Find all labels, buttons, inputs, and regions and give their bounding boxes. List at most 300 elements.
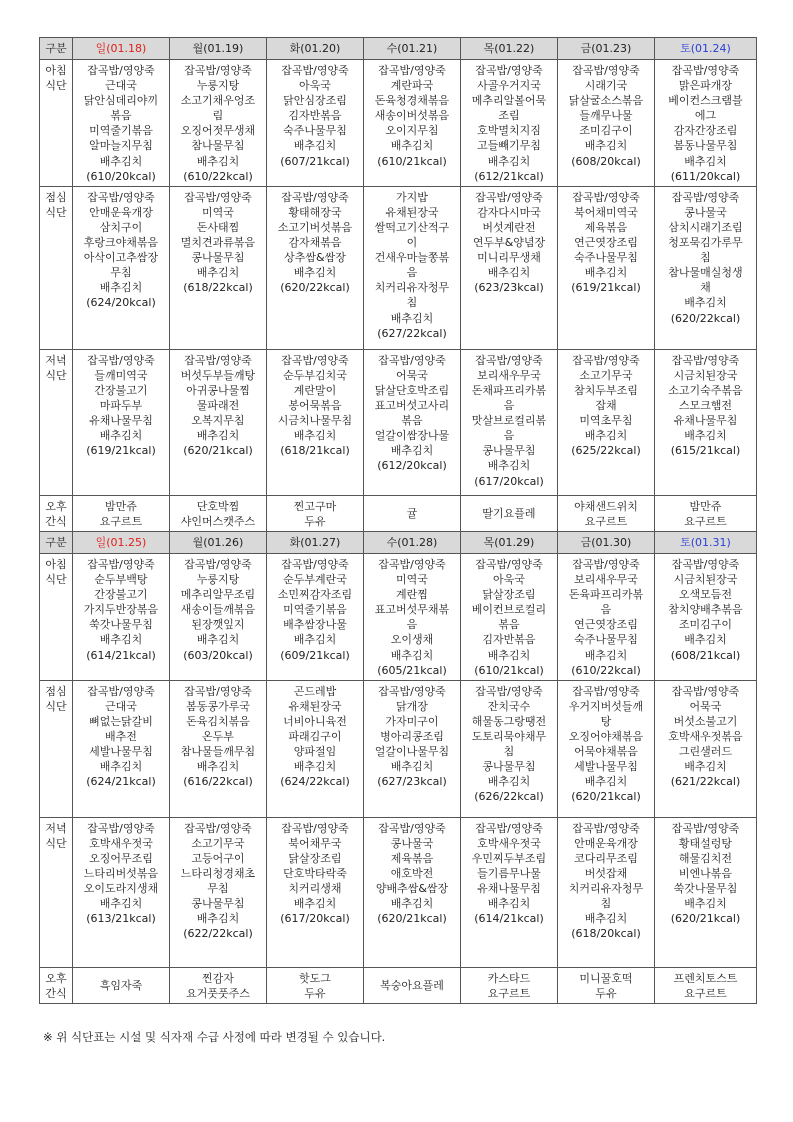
menu-item: (627/23kcal) — [377, 775, 447, 789]
menu-item: 들기름무나물 — [477, 866, 541, 880]
lunch-cell — [73, 680, 170, 817]
menu-item: 메추리알볼어묵 — [471, 94, 547, 108]
menu-item: 배추김치 — [487, 897, 531, 911]
menu-item: 배추김치 — [293, 429, 337, 443]
menu-item: (612/21kcal) — [474, 169, 544, 183]
menu-item: 숙주나물무침 — [283, 124, 347, 138]
menu-item: 보리새우무국 — [574, 573, 638, 587]
menu-item: 잡곡밥/영양죽 — [281, 353, 349, 367]
menu-item: (614/21kcal) — [86, 648, 156, 662]
dinner-label — [40, 349, 73, 495]
menu-item: 배추김치 — [196, 154, 240, 168]
menu-item: 어묵야채볶음 — [574, 745, 638, 759]
menu-item: 단호박찜 — [196, 499, 240, 513]
menu-item: 요구르트 — [584, 514, 628, 528]
menu-item: 딸기요플레 — [482, 507, 536, 521]
menu-item: 닭살굴소스볶음 — [568, 94, 644, 108]
menu-item: 돈육파프리카볶 — [568, 588, 644, 602]
breakfast-label — [40, 60, 73, 187]
lunch-cell — [170, 680, 267, 817]
menu-item: 잡곡밥/영양죽 — [475, 821, 543, 835]
menu-item: 콩나물무침 — [191, 897, 245, 911]
menu-item: (621/22kcal) — [670, 775, 741, 789]
menu-item: 볶음 — [401, 414, 423, 428]
menu-item: 우거지버섯들깨 — [568, 699, 644, 713]
menu-item: (610/21kcal) — [474, 663, 544, 677]
menu-item: 잡곡밥/영양죽 — [184, 64, 252, 77]
menu-item: 감자간장조림 — [673, 124, 738, 138]
menu-item: 배추김치 — [390, 139, 434, 153]
menu-item: 시래기국 — [584, 79, 628, 93]
menu-item: 봄동나물무침 — [673, 139, 738, 153]
day-header: 목(01.29) — [461, 531, 558, 553]
day-header: 일(01.18) — [73, 38, 170, 60]
menu-item: (615/21kcal) — [670, 444, 741, 458]
label-line: 식단 — [45, 79, 67, 93]
menu-item: 안매운육개장 — [89, 205, 153, 219]
lunch-cell — [267, 186, 364, 349]
label-line: 식단 — [45, 836, 67, 850]
menu-item: 고들빼기무침 — [477, 139, 541, 153]
menu-item: 우민찌두부조림 — [471, 851, 547, 865]
menu-item: (624/22kcal) — [280, 775, 350, 789]
lunch-label — [40, 186, 73, 349]
menu-item: 배추김치 — [487, 775, 531, 789]
header-label: 구분 — [40, 531, 73, 553]
menu-item: 오징어야채볶음 — [568, 729, 644, 743]
menu-item: 찐고구마 — [293, 499, 337, 513]
breakfast-cell — [267, 553, 364, 680]
menu-item: 침 — [700, 251, 711, 265]
day-header: 일(01.25) — [73, 531, 170, 553]
menu-item: 계란말이 — [293, 383, 337, 397]
lunch-cell — [558, 186, 655, 349]
dinner-cell — [461, 349, 558, 495]
menu-item: 새송이들깨볶음 — [180, 603, 256, 617]
menu-item: 표고버섯고사리 — [374, 399, 450, 413]
menu-item: 흑임자죽 — [99, 979, 143, 993]
menu-item: 그린샐러드 — [678, 745, 733, 759]
menu-item: 배추김치 — [293, 266, 337, 280]
breakfast-cell — [655, 553, 757, 680]
menu-item: 느타리청경채초 — [180, 866, 256, 880]
breakfast-cell — [170, 60, 267, 187]
menu-item: 유채된장국 — [288, 699, 342, 713]
menu-item: 해물동그랑땡전 — [471, 714, 547, 728]
menu-item: 시금치나물무침 — [277, 414, 353, 428]
snack-cell — [364, 495, 461, 531]
menu-item: 연두부&양념장 — [472, 236, 546, 250]
breakfast-cell — [364, 60, 461, 187]
menu-item: 유채나물무침 — [477, 882, 541, 896]
menu-item: 배추김치 — [99, 154, 143, 168]
lunch-cell — [364, 680, 461, 817]
menu-item: 잡곡밥/영양죽 — [572, 190, 640, 204]
label-line: 오후 — [45, 971, 67, 985]
menu-item: 배추김치 — [584, 429, 628, 443]
menu-item: 참나물매실청생 — [668, 266, 743, 280]
menu-item: 닭안심장조림 — [283, 94, 347, 108]
menu-item: 가지밥 — [396, 190, 428, 204]
menu-item: 오이생채 — [390, 633, 434, 647]
menu-item: (608/20kcal) — [571, 154, 641, 168]
menu-item: 버섯계란전 — [482, 220, 536, 234]
menu-item: 잡곡밥/영양죽 — [572, 353, 640, 367]
menu-item: 순두부계란국 — [283, 573, 347, 587]
menu-item: 배추김치 — [390, 760, 434, 774]
menu-item: 연근엿장조림 — [574, 618, 638, 632]
day-header: 토(01.31) — [655, 531, 757, 553]
menu-item: 코다리무조림 — [574, 851, 638, 865]
menu-item: 고등어구이 — [191, 851, 245, 865]
menu-item: 잡곡밥/영양죽 — [475, 557, 543, 571]
menu-item: 잡곡밥/영양죽 — [671, 353, 740, 367]
label-line: 간식 — [45, 514, 67, 528]
menu-item: 감자다시마국 — [477, 205, 541, 219]
menu-item: 어묵국 — [396, 368, 428, 382]
menu-item: 온두부 — [202, 729, 234, 743]
menu-item: 호박새우젓볶음 — [668, 729, 743, 743]
snack-cell — [73, 967, 170, 1003]
menu-item: 미역국 — [202, 205, 234, 219]
snack-cell — [170, 495, 267, 531]
menu-item: 소고기버섯볶음 — [277, 220, 353, 234]
menu-item: (610/20kcal) — [86, 169, 156, 183]
menu-item: 배추김치 — [684, 154, 727, 168]
menu-item: 배추김치 — [390, 444, 434, 458]
menu-item: 들깨미역국 — [94, 368, 148, 382]
menu-item: 조미김구이 — [678, 618, 733, 632]
menu-item: 삼치시래기조림 — [668, 220, 743, 234]
dinner-row — [40, 349, 757, 495]
menu-item: 세발나물무침 — [574, 760, 638, 774]
menu-item: 밤만쥬 — [105, 499, 137, 513]
menu-item: 배추김치 — [684, 760, 727, 774]
menu-item: (626/22kcal) — [474, 790, 544, 804]
menu-item: 유채나물무침 — [89, 414, 153, 428]
menu-item: 소고기무국 — [579, 368, 633, 382]
breakfast-cell — [558, 60, 655, 187]
menu-item: 애호박전 — [390, 866, 434, 880]
menu-item: 콩나물국 — [684, 205, 727, 219]
menu-item: 콩나물무침 — [482, 760, 536, 774]
dinner-cell — [170, 817, 267, 967]
snack-label — [40, 967, 73, 1003]
snack-cell — [267, 967, 364, 1003]
snack-cell — [461, 967, 558, 1003]
dinner-cell — [558, 349, 655, 495]
menu-item: 미역줄기볶음 — [89, 124, 153, 138]
menu-item: (610/22kcal) — [571, 663, 641, 677]
menu-item: 이 — [406, 236, 418, 250]
menu-item: 콩나물국 — [390, 836, 434, 850]
menu-item: 베이컨스크램블 — [668, 94, 743, 108]
dinner-cell — [364, 349, 461, 495]
menu-item: 비엔나볶음 — [678, 866, 733, 880]
menu-item: 배추김치 — [196, 266, 240, 280]
menu-item: 쑥갓나물무침 — [89, 618, 153, 632]
label-line: 식단 — [45, 205, 67, 219]
menu-item: 요거풋풋주스 — [186, 986, 250, 1000]
menu-item: 잡곡밥/영양죽 — [378, 684, 446, 698]
menu-item: 후랑크야채볶음 — [83, 236, 159, 250]
day-header: 수(01.21) — [364, 38, 461, 60]
menu-item: 배추김치 — [584, 775, 628, 789]
menu-item: 청포묵김가루무 — [668, 236, 743, 250]
menu-item: 잡곡밥/영양죽 — [671, 64, 740, 77]
menu-item: 느타리버섯볶음 — [83, 866, 159, 880]
menu-item: 요구르트 — [487, 986, 531, 1000]
menu-item: (618/20kcal) — [571, 927, 641, 941]
label-line: 아침 — [45, 557, 67, 571]
menu-item: 복숭아요플레 — [380, 979, 444, 993]
menu-item: 버섯두부들깨탕 — [180, 368, 256, 382]
menu-item: 잡곡밥/영양죽 — [475, 190, 543, 204]
menu-item: 잡곡밥/영양죽 — [87, 64, 155, 77]
day-header: 토(01.24) — [655, 38, 757, 60]
menu-item: (622/22kcal) — [183, 927, 253, 941]
menu-item: 배추김치 — [390, 311, 434, 325]
menu-item: 배추김치 — [196, 633, 240, 647]
menu-item: 닭개장 — [396, 699, 428, 713]
menu-item: 잡곡밥/영양죽 — [87, 353, 155, 367]
breakfast-cell — [170, 553, 267, 680]
menu-item: (627/22kcal) — [377, 326, 447, 340]
menu-item: 알마늘지무침 — [89, 139, 153, 153]
dinner-cell — [364, 817, 461, 967]
menu-item: (617/20kcal) — [474, 474, 544, 488]
menu-item: 쌀떡고기산적구 — [374, 220, 450, 234]
menu-item: 요구르트 — [99, 514, 143, 528]
menu-item: 미역초무침 — [579, 414, 633, 428]
menu-item: 잡곡밥/영양죽 — [184, 684, 252, 698]
menu-item: 잡곡밥/영양죽 — [378, 353, 446, 367]
menu-item: 누룽지탕 — [196, 79, 240, 93]
menu-item: 곤드레밥 — [293, 684, 337, 698]
menu-item: 양파절임 — [293, 745, 337, 759]
menu-item: 잡곡밥/영양죽 — [87, 821, 155, 835]
menu-item: 상추쌈&쌈장 — [284, 251, 346, 265]
lunch-cell — [461, 680, 558, 817]
menu-item: 잡곡밥/영양죽 — [184, 353, 252, 367]
day-header: 화(01.27) — [267, 531, 364, 553]
menu-item: 잡곡밥/영양죽 — [281, 557, 349, 571]
menu-item: 잡곡밥/영양죽 — [475, 353, 543, 367]
menu-item: 배추김치 — [684, 897, 727, 911]
footnote: ※ 위 식단표는 시설 및 식자재 수급 사정에 따라 변경될 수 있습니다. — [43, 1030, 386, 1044]
menu-item: 배추김치 — [99, 281, 143, 295]
day-header: 목(01.22) — [461, 38, 558, 60]
menu-item: 봄동콩가루국 — [186, 699, 250, 713]
label-line: 저녁 — [45, 353, 67, 367]
menu-item: 배추김치 — [99, 633, 143, 647]
menu-item: (620/21kcal) — [571, 790, 641, 804]
menu-item: 배추김치 — [196, 912, 240, 926]
menu-item: (623/23kcal) — [474, 281, 544, 295]
menu-item: 감자채볶음 — [288, 236, 342, 250]
menu-item: 황태설렁탕 — [678, 836, 733, 850]
menu-item: 배추쌈장나물 — [283, 618, 347, 632]
menu-item: 배추김치 — [584, 648, 628, 662]
menu-item: 잡곡밥/영양죽 — [281, 64, 349, 77]
label-line: 오후 — [45, 499, 67, 513]
menu-item: 음 — [503, 429, 515, 443]
dinner-cell — [73, 817, 170, 967]
menu-item: 미역국 — [396, 573, 428, 587]
menu-item: 잡곡밥/영양죽 — [87, 557, 155, 571]
menu-item: 얼갈이나물무침 — [374, 745, 450, 759]
menu-item: 닭살장조림 — [288, 851, 342, 865]
day-header: 금(01.23) — [558, 38, 655, 60]
menu-item: 배추김치 — [584, 266, 628, 280]
menu-item: 간장불고기 — [94, 383, 148, 397]
lunch-cell — [73, 186, 170, 349]
menu-item: 침 — [503, 745, 515, 759]
menu-item: 두유 — [304, 986, 326, 1000]
menu-item: (608/21kcal) — [670, 648, 741, 662]
snack-cell — [655, 495, 757, 531]
label-line: 점심 — [45, 190, 67, 204]
menu-item: 양배추쌈&쌈장 — [375, 882, 449, 896]
menu-item: (620/21kcal) — [670, 912, 741, 926]
lunch-row — [40, 680, 757, 817]
menu-item: 배추김치 — [99, 897, 143, 911]
menu-item: 버섯잡채 — [584, 866, 628, 880]
menu-item: 닭안심데리야끼 — [83, 94, 159, 108]
lunch-cell — [364, 186, 461, 349]
menu-item: 배추김치 — [293, 633, 337, 647]
dinner-row — [40, 817, 757, 967]
menu-item: 콩나물무침 — [482, 444, 536, 458]
breakfast-cell — [267, 60, 364, 187]
menu-item: 아욱국 — [493, 573, 525, 587]
dinner-cell — [655, 349, 757, 495]
menu-item: 샤인머스캣주스 — [180, 514, 256, 528]
menu-item: 림 — [212, 109, 224, 123]
menu-item: 사골우거지국 — [477, 79, 541, 93]
menu-item: 소고기채우엉조 — [180, 94, 256, 108]
menu-item: 참치두부조림 — [574, 383, 638, 397]
menu-item: (619/21kcal) — [86, 444, 156, 458]
menu-item: 병아리콩조림 — [380, 729, 444, 743]
menu-item: 근대국 — [105, 699, 137, 713]
dinner-cell — [655, 817, 757, 967]
menu-item: 잡곡밥/영양죽 — [671, 684, 740, 698]
menu-item: 단호박타락죽 — [283, 866, 347, 880]
breakfast-cell — [73, 553, 170, 680]
menu-item: 배추김치 — [487, 266, 531, 280]
lunch-row — [40, 186, 757, 349]
menu-item: 요구르트 — [684, 514, 727, 528]
menu-item: 조림 — [498, 109, 520, 123]
menu-item: 누룽지탕 — [196, 573, 240, 587]
day-header: 금(01.30) — [558, 531, 655, 553]
menu-item: 삼치구이 — [99, 220, 143, 234]
menu-item: 참치양배추볶음 — [668, 603, 743, 617]
menu-item: 김자반볶음 — [288, 109, 342, 123]
meal-plan-body — [40, 38, 757, 1004]
menu-item: 음 — [600, 603, 612, 617]
menu-item: 아욱국 — [299, 79, 331, 93]
breakfast-row — [40, 60, 757, 187]
menu-item: 북어채미역국 — [574, 205, 638, 219]
menu-item: 김자반볶음 — [482, 633, 536, 647]
menu-item: 간장불고기 — [94, 588, 148, 602]
menu-item: 배추김치 — [684, 633, 727, 647]
menu-item: (610/22kcal) — [183, 169, 253, 183]
menu-item: 잡곡밥/영양죽 — [572, 684, 640, 698]
menu-item: 어묵국 — [689, 699, 722, 713]
menu-item: (617/20kcal) — [280, 912, 350, 926]
menu-item: 배추김치 — [293, 139, 337, 153]
menu-item: 두유 — [595, 986, 617, 1000]
lunch-label — [40, 680, 73, 817]
menu-item: 잡곡밥/영양죽 — [87, 190, 155, 204]
menu-item: 근대국 — [105, 79, 137, 93]
menu-item: 오복지무침 — [191, 414, 245, 428]
menu-item: 조미김구이 — [579, 124, 633, 138]
menu-item: (607/21kcal) — [280, 154, 350, 168]
dinner-label — [40, 817, 73, 967]
menu-item: (620/21kcal) — [183, 444, 253, 458]
snack-cell — [558, 967, 655, 1003]
menu-item: 유채된장국 — [385, 205, 439, 219]
menu-item: 오이도라지생채 — [83, 882, 159, 896]
lunch-cell — [655, 186, 757, 349]
menu-item: 두유 — [304, 514, 326, 528]
menu-item: 잡곡밥/영양죽 — [281, 190, 349, 204]
menu-item: 잡곡밥/영양죽 — [184, 190, 252, 204]
menu-item: 참나물들깨무침 — [180, 745, 256, 759]
menu-item: (619/21kcal) — [571, 281, 641, 295]
menu-item: 돈사태찜 — [196, 220, 240, 234]
menu-item: (620/22kcal) — [670, 311, 741, 325]
menu-item: 잡곡밥/영양죽 — [475, 684, 543, 698]
menu-item: (618/22kcal) — [183, 281, 253, 295]
menu-item: 배추김치 — [584, 912, 628, 926]
menu-item: 배추김치 — [487, 459, 531, 473]
menu-item: 잡곡밥/영양죽 — [184, 821, 252, 835]
breakfast-cell — [558, 553, 655, 680]
menu-item: 에그 — [694, 109, 717, 123]
breakfast-cell — [364, 553, 461, 680]
lunch-cell — [655, 680, 757, 817]
menu-item: 야채샌드위치 — [574, 499, 638, 513]
menu-item: 잡채 — [595, 399, 617, 413]
breakfast-row — [40, 553, 757, 680]
menu-item: 너비아니육전 — [283, 714, 347, 728]
menu-item: 호박새우젓국 — [89, 836, 153, 850]
menu-item: 순두부김치국 — [283, 368, 347, 382]
menu-item: 메추리알무조림 — [180, 588, 256, 602]
menu-item: 시금치된장국 — [673, 368, 738, 382]
menu-item: 잡곡밥/영양죽 — [671, 190, 740, 204]
menu-item: 버섯소불고기 — [673, 714, 738, 728]
breakfast-cell — [461, 60, 558, 187]
menu-item: 유채나물무침 — [673, 414, 738, 428]
menu-item: 북어채무국 — [288, 836, 342, 850]
menu-item: 가자미구이 — [385, 714, 439, 728]
menu-item: 음 — [503, 399, 515, 413]
menu-item: 건새우마늘쫑볶 — [374, 251, 450, 265]
menu-item: 배추김치 — [196, 429, 240, 443]
menu-item: 파래김구이 — [288, 729, 342, 743]
menu-item: 오이지무침 — [385, 124, 439, 138]
menu-item: 배추김치 — [684, 429, 727, 443]
label-line: 저녁 — [45, 821, 67, 835]
menu-item: 제육볶음 — [584, 220, 628, 234]
snack-label — [40, 495, 73, 531]
